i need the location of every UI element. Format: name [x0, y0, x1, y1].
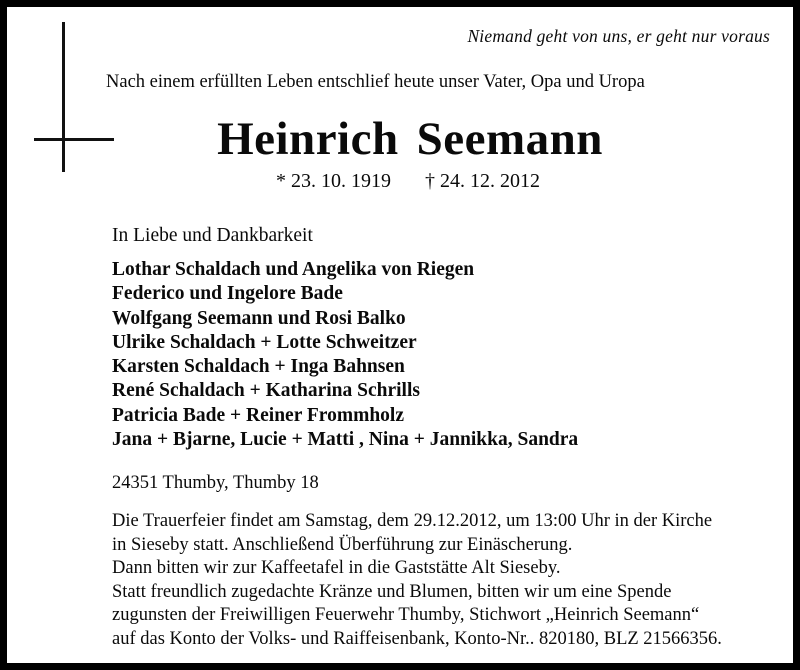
address-text: 24351 Thumby, Thumby 18	[112, 473, 319, 493]
list-item: Jana + Bjarne, Lucie + Matti , Nina + Jannikka, Sandra	[112, 429, 579, 451]
detail-line: Statt freundlich zugedachte Kränze und Blumen, bitten wir um eine Spende	[112, 581, 672, 602]
detail-line: Die Trauerfeier findet am Samstag, dem 29.12.2012, um 13:00 Uhr in der Kirche	[112, 511, 713, 531]
thanks-text: In Liebe und Dankbarkeit	[112, 225, 313, 246]
death-date: † 24. 12. 2012	[425, 170, 540, 192]
list-item: Ulrike Schaldach + Lotte Schweitzer	[112, 331, 417, 353]
list-item: Patricia Bade + Reiner Frommholz	[112, 404, 404, 426]
detail-line: auf das Konto der Volks- und Raiffeisenbank, Konto-Nr.. 820180, BLZ 21566356.	[112, 628, 722, 649]
list-item: René Schaldach + Katharina Schrills	[112, 380, 420, 402]
intro-text: Nach einem erfüllten Leben entschlief heute unser Vater, Opa und Uropa	[106, 72, 645, 92]
list-item: Lothar Schaldach und Angelika von Riegen	[112, 259, 475, 280]
list-item: Karsten Schaldach + Inga Bahnsen	[112, 356, 405, 378]
motto-text: Niemand geht von uns, er geht nur voraus	[467, 26, 770, 46]
list-item: Wolfgang Seemann und Rosi Balko	[112, 307, 406, 329]
deceased-last-name: Seemann	[416, 113, 603, 165]
detail-line: zugunsten der Freiwilligen Feuerwehr Thumby, Stichwort „Heinrich Seemann“	[112, 605, 700, 625]
detail-line: in Sieseby statt. Anschließend Überführung zur Einäscherung.	[112, 534, 573, 555]
list-item: Federico und Ingelore Bade	[112, 283, 343, 305]
deceased-name	[0, 112, 800, 166]
detail-line: Dann bitten wir zur Kaffeetafel in die Gaststätte Alt Sieseby.	[112, 558, 561, 578]
funeral-details	[112, 510, 772, 651]
life-dates	[0, 170, 800, 193]
deceased-first-name: Heinrich	[217, 113, 399, 165]
family-list	[112, 258, 578, 452]
birth-date: * 23. 10. 1919	[276, 170, 391, 192]
